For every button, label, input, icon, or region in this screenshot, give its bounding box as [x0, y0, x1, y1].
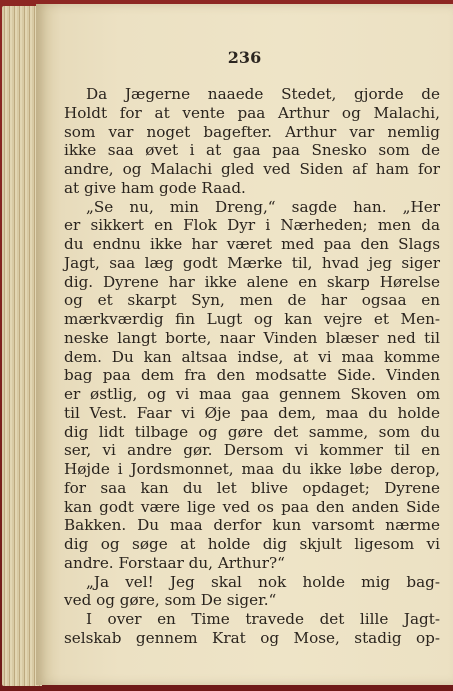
text-line: at give ham gode Raad. [64, 178, 246, 197]
text-line: dig lidt tilbage og gøre det samme, som du [64, 422, 440, 441]
text-line: for saa kan du let blive opdaget; Dyrene [64, 478, 440, 497]
text-line: du endnu ikke har været med paa den Slags [64, 235, 440, 253]
text-line: „Ja vel! Jeg skal nok holde mig bag- [86, 572, 440, 591]
text-line: Højde i Jordsmonnet, maa du ikke løbe derop, [64, 460, 440, 478]
text-line: ser, vi andre gør. Dersom vi kommer til en [64, 441, 440, 460]
text-line: selskab gennem Krat og Mose, stadig op- [64, 628, 440, 647]
text-line: neske langt borte, naar Vinden blæser ned til [64, 328, 440, 347]
text-line: til Vest. Faar vi Øje paa dem, maa du holde [64, 403, 440, 422]
text-line: bag paa dem fra den modsatte Side. Vinden [64, 366, 440, 385]
text-line: dig. Dyrene har ikke alene en skarp Hørelse [64, 272, 440, 291]
body-text [64, 85, 440, 648]
text-line: dem. Du kan altsaa indse, at vi maa komme [64, 347, 440, 366]
page-number: 236 [227, 48, 262, 67]
text-line: dig og søge at holde dig skjult ligesom vi [64, 535, 440, 553]
text-line: ved og gøre, som De siger.“ [64, 591, 277, 610]
text-line: andre. Forstaar du, Arthur?“ [64, 553, 285, 572]
text-line: Holdt for at vente paa Arthur og Malachi, [64, 103, 440, 122]
text-line: og et skarpt Syn, men de har ogsaa en [64, 291, 440, 310]
text-line: er sikkert en Flok Dyr i Nærheden; men da [64, 216, 440, 235]
text-line: er østlig, og vi maa gaa gennem Skoven om [64, 385, 440, 403]
text-line: andre, og Malachi gled ved Siden af ham for [64, 160, 440, 178]
text-line: „Se nu, min Dreng,“ sagde han. „Her [86, 197, 440, 216]
text-line: som var noget bagefter. Arthur var nemlig [64, 122, 440, 141]
text-line: ikke saa øvet i at gaa paa Snesko som de [64, 141, 440, 160]
text-line: Bakken. Du maa derfor kun varsomt nærme [64, 516, 440, 535]
text-line: Jagt, saa læg godt Mærke til, hvad jeg siger [64, 253, 440, 272]
text-line: mærkværdig fin Lugt og kan vejre et Men- [64, 310, 440, 328]
text-line: I over en Time travede det lille Jagt- [86, 610, 440, 628]
text-line: kan godt være lige ved os paa den anden Side [64, 497, 440, 516]
text-line: Da Jægerne naaede Stedet, gjorde de [86, 85, 440, 103]
